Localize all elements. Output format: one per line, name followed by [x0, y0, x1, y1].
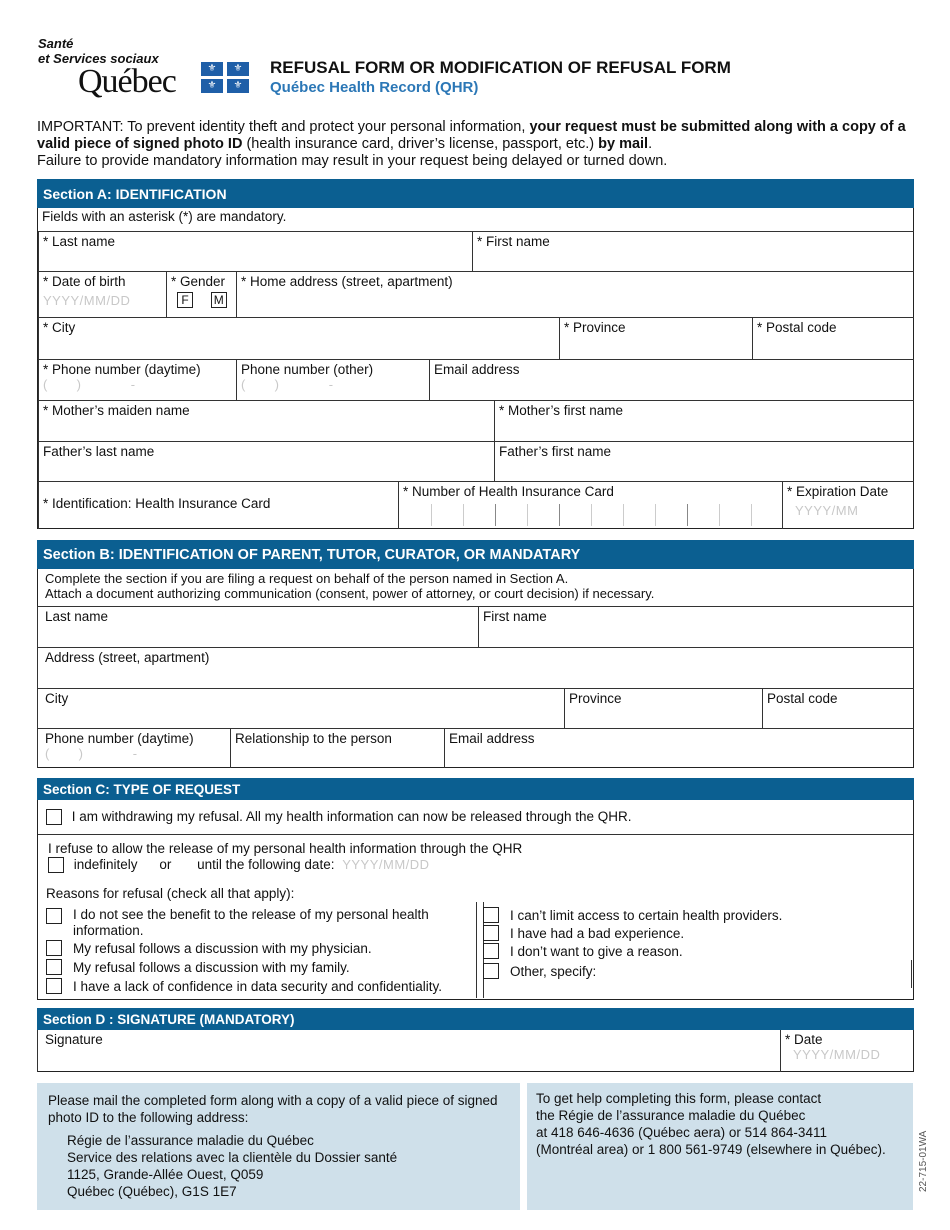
reason-checkbox[interactable]	[46, 908, 62, 924]
phone-other-field[interactable]: Phone number (other) ( ) -	[236, 359, 429, 400]
until-date-field[interactable]: YYYY/MM/DD	[342, 857, 430, 872]
mother-first-name-field[interactable]: * Mother’s first name	[494, 400, 914, 441]
phone-daytime-field[interactable]: * Phone number (daytime) ( ) -	[38, 359, 236, 400]
guardian-last-name-field[interactable]: Last name	[37, 606, 478, 647]
section-a-form	[37, 208, 914, 529]
gender-f-checkbox[interactable]: F	[177, 292, 193, 308]
section-b-form	[37, 569, 914, 768]
guardian-phone-field[interactable]: Phone number (daytime) ( ) -	[37, 728, 230, 768]
section-c-header: Section C: TYPE OF REQUEST	[37, 778, 914, 800]
reasons-label: Reasons for refusal (check all that apply):	[46, 886, 295, 901]
withdraw-checkbox[interactable]	[46, 809, 62, 825]
id-health-insurance-card: * Identification: Health Insurance Card	[38, 481, 398, 529]
help-contact-info: To get help completing this form, please contact the Régie de l’assurance maladie du Québec at 418 646-4636 (Québec aera) or 514 864-3411 (Montréal area) or 1 800 561-9749 (elsewhere in Québec).	[527, 1083, 913, 1210]
date-of-birth-field[interactable]: * Date of birth YYYY/MM/DD	[38, 271, 166, 317]
signature-field[interactable]: Signature	[37, 1030, 780, 1072]
reason-checkbox[interactable]	[483, 907, 499, 923]
section-d-header: Section D : SIGNATURE (MANDATORY)	[37, 1008, 914, 1030]
guardian-postal-code-field[interactable]: Postal code	[762, 688, 914, 728]
withdraw-option[interactable]: I am withdrawing my refusal. All my health information can now be released through the QHR.	[46, 808, 632, 826]
mandatory-note: Fields with an asterisk (*) are mandatory.	[42, 209, 287, 224]
guardian-first-name-field[interactable]: First name	[478, 606, 914, 647]
section-c-form: I am withdrawing my refusal. All my health information can now be released through the QHR. I refuse to allow the release of my personal health information through the QHR indefinitely or until the following date: YYYY/MM/DD Reasons for refusal (check all that apply): I do not see the benefit to the release of my personal health information. My refusal follows a discussion with my physician. My refusal follows a discussion with my family. I have a lack of confidence in data security and confidentiality. I can’t limit access to certain health providers. I have had a bad experience. I don’t want to give a reason. Other, specify:	[37, 800, 914, 1000]
section-b-note: Complete the section if you are filing a request on behalf of the person named in Section A. Attach a document authorizing communication (consent, power of attorney, or court decision) if necessary.	[45, 571, 655, 601]
email-field[interactable]: Email address	[429, 359, 914, 400]
reason-checkbox[interactable]	[46, 978, 62, 994]
last-name-field[interactable]: * Last name	[38, 231, 472, 271]
form-code: 22-715-01WA	[918, 1130, 929, 1192]
mailing-instructions: Please mail the completed form along with a copy of a valid piece of signed photo ID to the following address: Régie de l’assurance maladie du Québec Service des relations avec la clientèle du Dossier santé 1125, Grande-Allée Ouest, Q059 Québec (Québec), G1S 1E7	[37, 1083, 520, 1210]
reason-checkbox[interactable]	[46, 940, 62, 956]
relationship-field[interactable]: Relationship to the person	[230, 728, 444, 768]
quebec-flag-icon: ⚜ ⚜ ⚜ ⚜	[201, 62, 249, 94]
postal-code-field[interactable]: * Postal code	[752, 317, 914, 359]
refuse-statement: I refuse to allow the release of my personal health information through the QHR	[48, 841, 523, 856]
guardian-province-field[interactable]: Province	[564, 688, 762, 728]
province-field[interactable]: * Province	[559, 317, 752, 359]
section-d-form	[37, 1030, 914, 1072]
guardian-address-field[interactable]: Address (street, apartment)	[37, 647, 914, 688]
reason-checkbox[interactable]	[483, 943, 499, 959]
gender-m-checkbox[interactable]: M	[211, 292, 227, 308]
form-subtitle: Québec Health Record (QHR)	[270, 79, 479, 96]
first-name-field[interactable]: * First name	[472, 231, 914, 271]
important-notice: IMPORTANT: To prevent identity theft and protect your personal information, your request must be submitted along with a copy of a valid piece of signed photo ID (health insurance card, driver’s license, passport, etc.) by mail. Failure to provide mandatory information may result in your request being delayed or turned down.	[37, 119, 906, 169]
logo-ministry-name: Santé et Services sociaux	[38, 36, 159, 66]
expiration-date-field[interactable]: * Expiration Date YYYY/MM	[782, 481, 914, 529]
logo-quebec: Québec	[78, 63, 176, 100]
father-first-name-field[interactable]: Father’s first name	[494, 441, 914, 481]
father-last-name-field[interactable]: Father’s last name	[38, 441, 494, 481]
health-card-number-field[interactable]: * Number of Health Insurance Card	[398, 481, 782, 529]
section-a-header: Section A: IDENTIFICATION	[37, 179, 914, 208]
reason-checkbox[interactable]	[483, 963, 499, 979]
reason-checkbox[interactable]	[46, 959, 62, 975]
mother-maiden-name-field[interactable]: * Mother’s maiden name	[38, 400, 494, 441]
section-b-header: Section B: IDENTIFICATION OF PARENT, TUTOR, CURATOR, OR MANDATARY	[37, 540, 914, 569]
guardian-email-field[interactable]: Email address	[444, 728, 914, 768]
city-field[interactable]: * City	[38, 317, 559, 359]
guardian-city-field[interactable]: City	[37, 688, 564, 728]
signature-date-field[interactable]: * Date YYYY/MM/DD	[780, 1030, 914, 1072]
reason-checkbox[interactable]	[483, 925, 499, 941]
form-title: REFUSAL FORM OR MODIFICATION OF REFUSAL FORM	[270, 58, 731, 77]
refuse-duration: indefinitely or until the following date: YYYY/MM/DD	[48, 856, 430, 874]
refuse-checkbox[interactable]	[48, 857, 64, 873]
gender-field: * Gender F M	[166, 271, 236, 317]
home-address-field[interactable]: * Home address (street, apartment)	[236, 271, 914, 317]
reason-left-1[interactable]: I do not see the benefit to the release of my personal health information.	[46, 907, 476, 939]
